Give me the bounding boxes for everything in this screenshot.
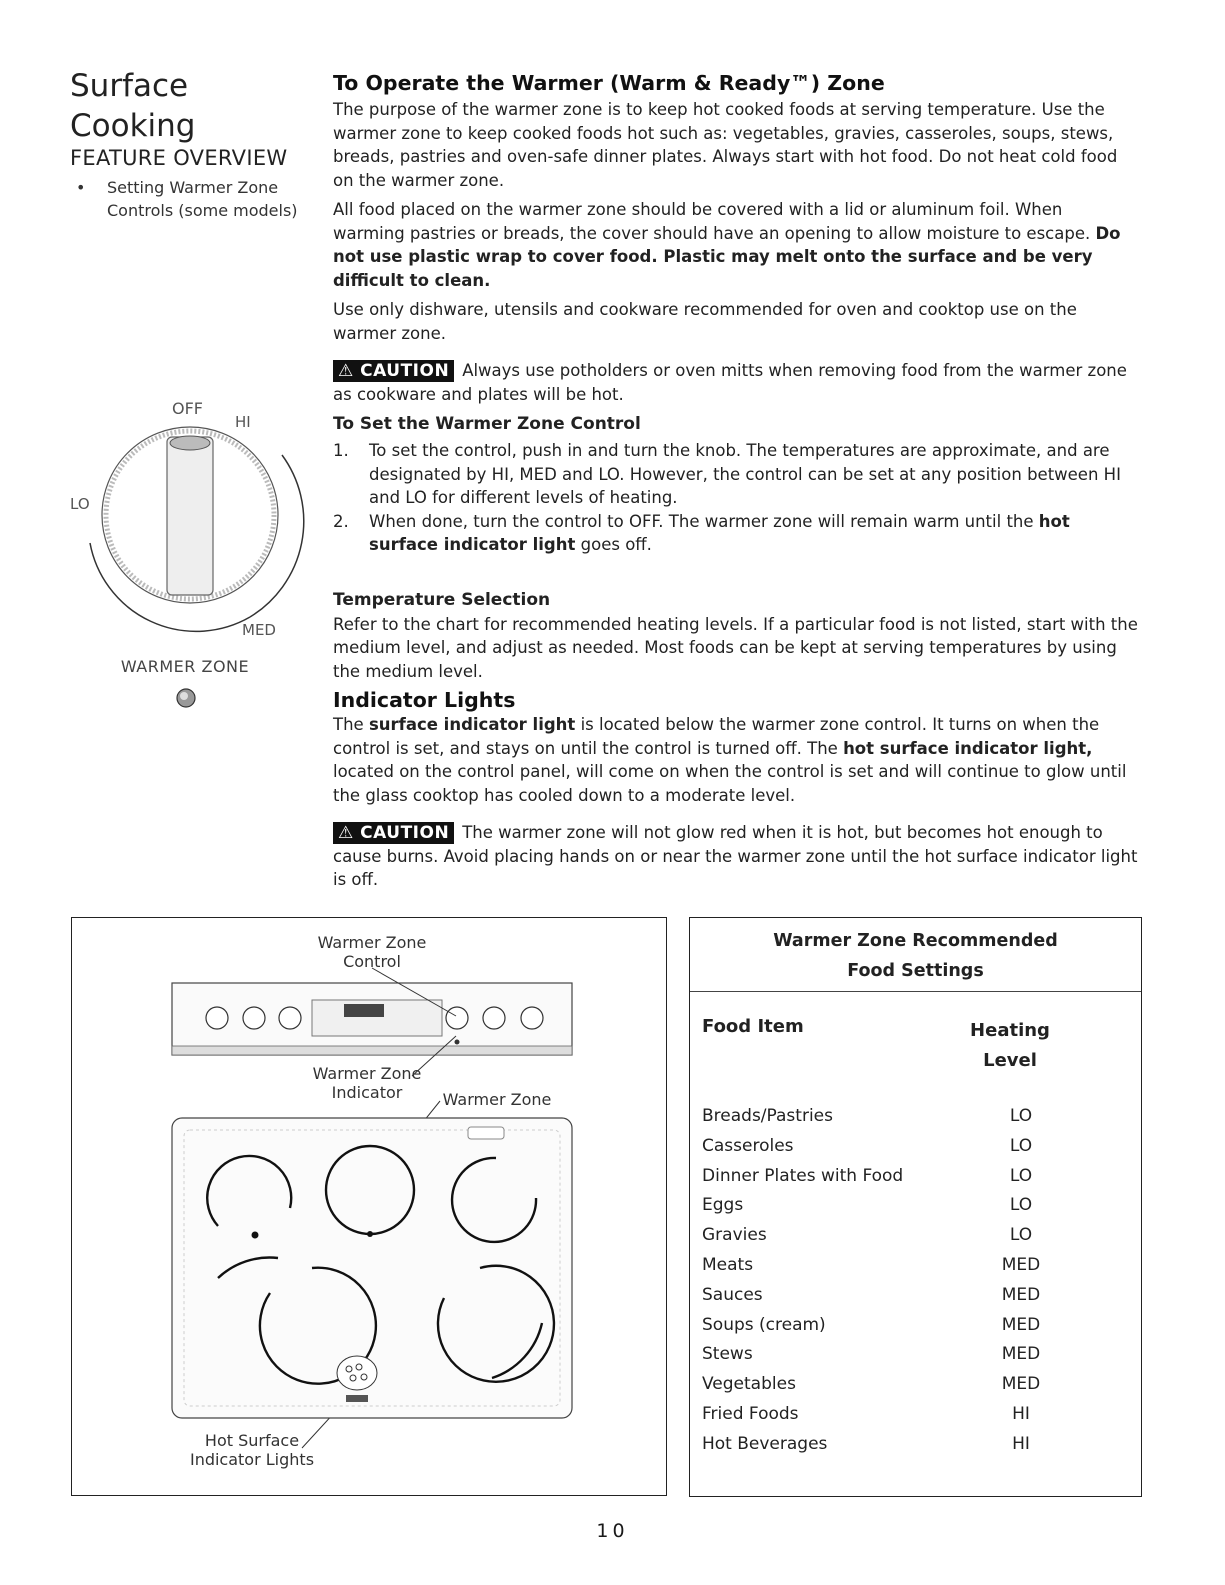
control-panel-trim — [172, 1046, 572, 1055]
warmer-zone-panel-knob — [446, 1007, 468, 1029]
table-row — [702, 1374, 1142, 1394]
food-item-cell: Casseroles — [702, 1135, 794, 1156]
hot-surface-badge — [346, 1395, 368, 1402]
heating-level-cell: LO — [1009, 1106, 1033, 1126]
panel-knob-5 — [483, 1007, 505, 1029]
step-2-bold: hot surface indicator light — [369, 511, 1070, 554]
heating-level-cell: HI — [1012, 1404, 1030, 1424]
heating-level-cell: HI — [1012, 1433, 1030, 1454]
knob-hi-label: HI — [235, 413, 251, 431]
table-row — [702, 1404, 1142, 1424]
warmer-zone-dot — [367, 1231, 373, 1237]
food-item-cell: Sauces — [702, 1284, 763, 1305]
food-item-cell: Gravies — [702, 1225, 767, 1246]
food-item-cell: Soups (cream) — [702, 1314, 826, 1335]
rear-burner-dot — [252, 1232, 259, 1239]
column-header-heating-line2: Level — [983, 1050, 1037, 1071]
indicator-text-c: located on the control panel, will come on when the control is set and will continue to glow until the glass cooktop has cooled down to a moderate level. — [333, 762, 1127, 805]
heating-level-cell: LO — [1009, 1225, 1033, 1246]
hot-surface-light-4 — [361, 1374, 367, 1380]
step-2-number: 2. — [333, 511, 349, 531]
cooktop-diagram — [72, 918, 666, 1495]
table-title-line1: Warmer Zone Recommended — [773, 931, 1058, 951]
temperature-selection-heading: Temperature Selection — [333, 589, 551, 610]
indicator-text-a: The — [333, 715, 369, 734]
heating-level-cell: MED — [1001, 1374, 1041, 1395]
table-row — [702, 1195, 1142, 1215]
heating-level-cell: LO — [1009, 1165, 1033, 1186]
knob-lo-label: LO — [70, 495, 90, 513]
food-settings-table — [689, 917, 1142, 1497]
food-item-cell: Vegetables — [702, 1374, 796, 1395]
cooktop-diagram-box — [71, 917, 667, 1496]
hot-surface-light-3 — [350, 1375, 356, 1381]
set-control-heading: To Set the Warmer Zone Control — [333, 414, 641, 434]
heating-level-cell: MED — [1001, 1284, 1041, 1305]
plastic-wrap-warning: Do not use plastic wrap to cover food. Plastic may melt onto the surface and be very difficult to clean. — [333, 223, 1121, 290]
table-row — [702, 1344, 1142, 1364]
paragraph-purpose: The purpose of the warmer zone is to keep hot cooked foods at serving temperature. Use the warmer zone to keep cooked foods hot such as: vegetables, gravies, casseroles, soups, stews, breads, pastries and oven-safe dinner plates. Always start with hot food. Do not heat cold food on the warmer zone. — [333, 100, 1118, 190]
indicator-bold-1: surface indicator light — [368, 715, 576, 734]
paragraph-dishware: Use only dishware, utensils and cookware recommended for oven and cooktop use on the warmer zone. — [333, 300, 1077, 343]
panel-knob-2 — [243, 1007, 265, 1029]
bullet-mark: • — [76, 178, 86, 197]
caution-badge-label: CAUTION — [360, 361, 450, 381]
hot-surface-light-cluster — [337, 1356, 377, 1390]
section-title — [70, 66, 195, 146]
indicator-light-icon — [175, 687, 197, 709]
section-title-line2: Cooking — [70, 108, 196, 144]
food-item-cell: Stews — [702, 1344, 753, 1365]
section-title-line1: Surface — [70, 68, 189, 104]
feature-overview-heading: FEATURE OVERVIEW — [70, 146, 288, 170]
warmer-zone-heading: To Operate the Warmer (Warm & Ready™) Zone — [333, 71, 885, 95]
panel-knob-3 — [279, 1007, 301, 1029]
panel-knob-1 — [206, 1007, 228, 1029]
overview-bullet-text: Setting Warmer Zone Controls (some models) — [107, 178, 298, 220]
paragraph-indicator-lights — [333, 713, 1138, 807]
display-readout — [344, 1004, 384, 1017]
food-item-cell: Fried Foods — [702, 1404, 799, 1424]
caution-burns-text: The warmer zone will not glow red when it is hot, but becomes hot enough to cause burns. Avoid placing hands on or near the warmer zone until the hot surface indicator light is off. — [333, 823, 1138, 889]
main-content — [333, 70, 1138, 892]
column-header-heating-line1: Heating — [970, 1020, 1050, 1041]
label-warmer-zone: Warmer Zone — [442, 1090, 552, 1109]
table-title-divider — [690, 991, 1141, 992]
table-row — [702, 1285, 1142, 1305]
knob-off-label: OFF — [172, 399, 203, 418]
label-warmer-zone-indicator: Warmer Zone Indicator — [312, 1064, 422, 1102]
heating-level-cell: MED — [1001, 1314, 1041, 1335]
knob-med-label: MED — [242, 621, 276, 639]
step-1 — [333, 439, 1138, 510]
table-row — [702, 1434, 1142, 1454]
table-title-line2: Food Settings — [847, 961, 984, 981]
caution-badge-2-label: CAUTION — [360, 823, 450, 843]
table-row — [702, 1315, 1142, 1335]
hot-surface-light-2 — [356, 1364, 362, 1370]
table-row — [702, 1225, 1142, 1245]
hot-surface-light-1 — [346, 1366, 352, 1372]
paragraph-temperature: Refer to the chart for recommended heating levels. If a particular food is not listed, start with the medium level, and adjust as needed. Most foods can be kept at serving temperatures by using the medium level. — [333, 614, 1138, 681]
caution-badge: ⚠ CAUTION — [333, 360, 454, 382]
knob-caption: WARMER ZONE — [120, 657, 250, 676]
panel-knob-6 — [521, 1007, 543, 1029]
food-item-cell: Hot Beverages — [702, 1433, 828, 1454]
warmer-zone-knob-figure — [50, 395, 310, 715]
table-row — [702, 1106, 1142, 1126]
food-item-cell: Breads/Pastries — [702, 1106, 833, 1126]
step-1-number: 1. — [333, 441, 349, 460]
heating-level-cell: MED — [1001, 1344, 1041, 1365]
food-item-cell: Eggs — [702, 1195, 744, 1216]
caution-badge-2: ⚠ CAUTION — [333, 822, 454, 844]
warmer-zone-indicator-dot — [455, 1040, 460, 1045]
heating-level-cell: MED — [1001, 1255, 1041, 1275]
step-2 — [333, 510, 1138, 557]
indicator-bold-2: hot surface indicator light, — [843, 738, 1093, 758]
indicator-text-b: is located below the warmer zone control. It turns on when the control is set, and stays on until the control is turned off. The — [333, 715, 1100, 758]
heating-level-cell: LO — [1009, 1195, 1033, 1216]
caution-potholders — [333, 359, 1138, 406]
column-header-heating-level — [970, 1016, 1050, 1076]
paragraph-cover-food — [333, 198, 1138, 292]
cooktop-badge — [468, 1127, 504, 1139]
column-header-food-item: Food Item — [702, 1016, 804, 1037]
food-item-cell: Dinner Plates with Food — [702, 1165, 904, 1186]
step-2-text-a: When done, turn the control to OFF. The warmer zone will remain warm until the — [369, 511, 1039, 531]
caution-potholders-text: Always use potholders or oven mitts when removing food from the warmer zone as cookware and plates will be hot. — [333, 361, 1127, 404]
cover-food-text: All food placed on the warmer zone should be covered with a lid or aluminum foil. When warming pastries or breads, the cover should have an opening to allow moisture to escape. — [333, 200, 1096, 243]
caution-burns — [333, 821, 1138, 892]
food-item-cell: Meats — [702, 1255, 754, 1275]
knob-arc-hi — [250, 455, 304, 617]
label-warmer-zone-control: Warmer Zone Control — [317, 933, 427, 971]
page-number: 10 — [596, 1520, 629, 1542]
step-1-text: To set the control, push in and turn the knob. The temperatures are approximate, and are designated by HI, MED and LO. However, the control can be set at any position between HI and LO for different levels of heating. — [369, 441, 1121, 507]
table-row — [702, 1136, 1142, 1156]
indicator-lights-heading: Indicator Lights — [333, 688, 516, 712]
knob-pointer — [170, 436, 210, 450]
knob-grip — [167, 437, 213, 595]
label-hot-surface-lights: Hot Surface Indicator Lights — [189, 1431, 315, 1469]
table-row — [702, 1255, 1142, 1275]
heating-level-cell: LO — [1009, 1135, 1033, 1156]
table-row — [702, 1166, 1142, 1186]
step-2-text-b: goes off. — [575, 535, 652, 554]
